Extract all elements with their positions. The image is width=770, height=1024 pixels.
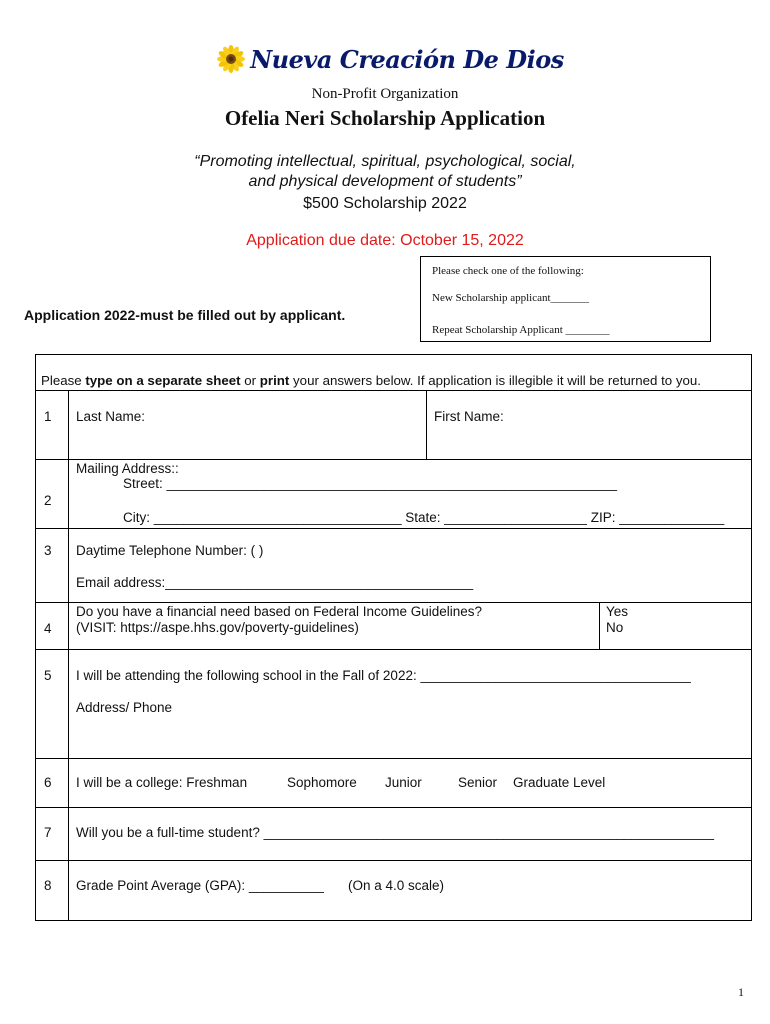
college-level-freshman[interactable]: I will be a college: Freshman bbox=[76, 775, 248, 790]
financial-need-question: Do you have a financial need based on Federal Income Guidelines? bbox=[76, 604, 483, 619]
motto-line-2: and physical development of students” bbox=[248, 173, 522, 190]
row-divider bbox=[36, 649, 751, 650]
name-divider bbox=[426, 390, 427, 459]
application-form-table bbox=[35, 354, 752, 921]
page-number: 1 bbox=[738, 985, 744, 999]
row-divider bbox=[36, 807, 751, 808]
row-divider bbox=[36, 528, 751, 529]
row-divider bbox=[36, 860, 751, 861]
form-instruction: Please type on a separate sheet or print your answers below. If application is illegible it will be returned to you. bbox=[41, 373, 702, 388]
row-number-6: 6 bbox=[44, 775, 52, 790]
motto-line-1: “Promoting intellectual, spiritual, psychological, social, bbox=[194, 153, 576, 170]
row-divider bbox=[36, 390, 751, 391]
mailing-address-label: Mailing Address:: bbox=[76, 461, 179, 476]
motto bbox=[0, 152, 770, 192]
organization-type: Non-Profit Organization bbox=[311, 86, 459, 102]
school-address-phone-field[interactable]: Address/ Phone bbox=[76, 700, 173, 715]
brand-row bbox=[0, 44, 770, 79]
school-field[interactable]: I will be attending the following school in the Fall of 2022: ____________________________________ bbox=[76, 668, 691, 683]
new-applicant-option[interactable]: New Scholarship applicant_______ bbox=[432, 292, 590, 304]
due-date: Application due date: October 15, 2022 bbox=[246, 232, 524, 249]
number-column-divider bbox=[68, 390, 69, 920]
city-state-zip-field[interactable]: City: _________________________________ State: ___________________ ZIP: ______________ bbox=[123, 510, 725, 525]
row-number-2: 2 bbox=[44, 493, 52, 508]
email-field[interactable]: Email address:_________________________________________ bbox=[76, 575, 474, 590]
gpa-field[interactable]: Grade Point Average (GPA): __________ bbox=[76, 878, 324, 893]
row-divider bbox=[36, 758, 751, 759]
college-level-junior[interactable]: Junior bbox=[385, 775, 422, 790]
row-number-3: 3 bbox=[44, 543, 52, 558]
college-level-graduate[interactable]: Graduate Level bbox=[513, 775, 606, 790]
repeat-applicant-option[interactable]: Repeat Scholarship Applicant ________ bbox=[432, 324, 610, 336]
phone-field[interactable]: Daytime Telephone Number: ( ) bbox=[76, 543, 264, 558]
fill-note: Application 2022-must be filled out by applicant. bbox=[24, 307, 346, 323]
first-name-field[interactable]: First Name: bbox=[434, 409, 504, 424]
applicant-type-panel bbox=[420, 256, 711, 342]
last-name-field[interactable]: Last Name: bbox=[76, 409, 146, 424]
scholarship-amount: $500 Scholarship 2022 bbox=[303, 195, 467, 212]
row-divider bbox=[36, 602, 751, 603]
row-number-7: 7 bbox=[44, 825, 52, 840]
row-number-5: 5 bbox=[44, 668, 52, 683]
street-field[interactable]: Street: ____________________________________________________________ bbox=[123, 476, 618, 491]
applicant-type-prompt: Please check one of the following: bbox=[432, 265, 584, 277]
sunflower-icon bbox=[216, 44, 246, 74]
row-divider bbox=[36, 459, 751, 460]
full-time-student-field[interactable]: Will you be a full-time student? ____________________________________________________________ bbox=[76, 825, 715, 840]
yes-option[interactable]: Yes bbox=[606, 604, 629, 619]
yes-no-divider bbox=[599, 602, 600, 649]
row-number-4: 4 bbox=[44, 621, 52, 636]
row-number-8: 8 bbox=[44, 878, 52, 893]
organization-name: Nueva Creación De Dios bbox=[250, 44, 564, 74]
college-level-senior[interactable]: Senior bbox=[458, 775, 498, 790]
page-title: Ofelia Neri Scholarship Application bbox=[224, 106, 546, 130]
college-level-sophomore[interactable]: Sophomore bbox=[287, 775, 357, 790]
poverty-guidelines-link[interactable]: (VISIT: https://aspe.hhs.gov/poverty-guidelines) bbox=[76, 620, 359, 635]
row-number-1: 1 bbox=[44, 409, 52, 424]
no-option[interactable]: No bbox=[606, 620, 624, 635]
gpa-scale-note: (On a 4.0 scale) bbox=[348, 878, 445, 893]
